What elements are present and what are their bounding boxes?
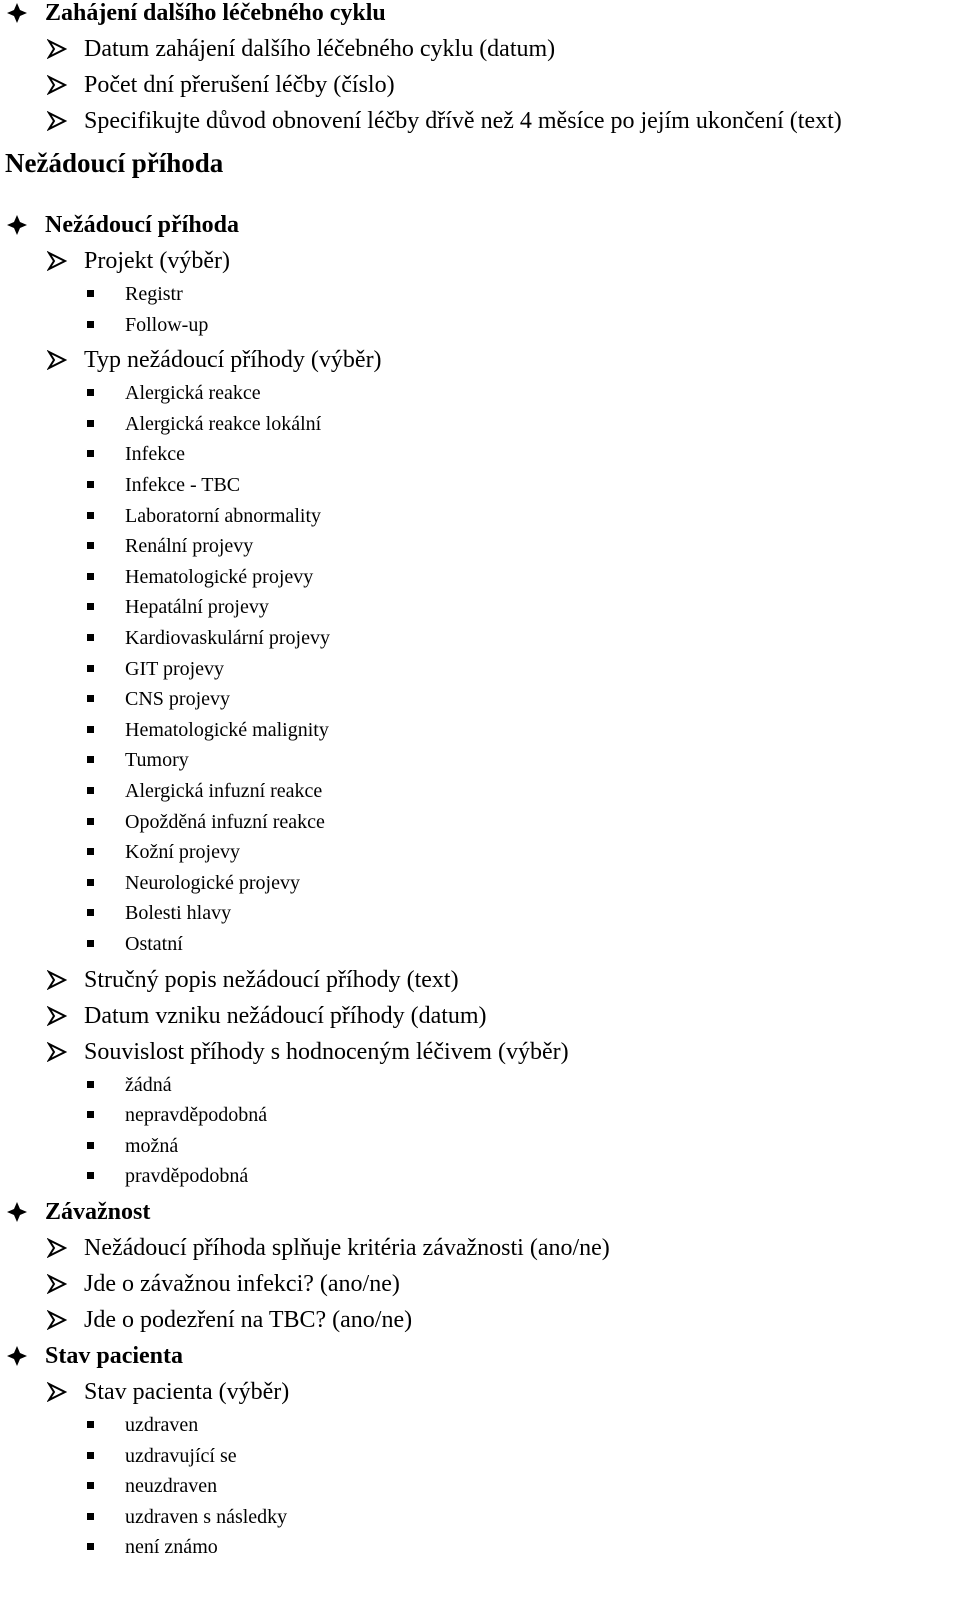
square-bullet-icon	[87, 1421, 94, 1428]
square-bullet-icon	[87, 879, 94, 886]
arrow-bullet-icon	[47, 75, 67, 95]
square-bullet-icon	[87, 1142, 94, 1149]
section-title-text: Nežádoucí příhoda	[5, 148, 224, 178]
option-label: Renální projevy	[125, 535, 254, 558]
option-label: Alergická infuzní reakce	[125, 780, 323, 802]
square-bullet-icon	[87, 726, 94, 733]
option-label: Opožděná infuzní reakce	[125, 810, 325, 833]
list-item-label: Souvislost příhody s hodnoceným léčivem (výběr)	[84, 1038, 569, 1065]
option-label: Laboratorní abnormality	[125, 504, 322, 527]
arrow-bullet-icon	[47, 1238, 67, 1258]
arrow-bullet-icon	[47, 39, 67, 59]
option-label: uzdraven s následky	[125, 1505, 288, 1528]
option-label: Infekce - TBC	[125, 474, 241, 496]
heading-text: Závažnost	[45, 1199, 151, 1225]
option-label: nepravděpodobná	[125, 1104, 268, 1127]
square-bullet-icon	[87, 1172, 94, 1179]
square-bullet-icon	[87, 848, 94, 855]
option-label: GIT projevy	[125, 657, 225, 680]
diamond-bullet-icon	[6, 1345, 28, 1367]
arrow-bullet-icon	[47, 1042, 67, 1062]
square-bullet-icon	[87, 573, 94, 580]
square-bullet-icon	[87, 695, 94, 702]
option-label: Ostatní	[125, 933, 183, 955]
square-bullet-icon	[87, 481, 94, 488]
option-label: pravděpodobná	[125, 1165, 249, 1188]
option-label: Infekce	[125, 443, 185, 466]
option-label: CNS projevy	[125, 688, 230, 711]
arrow-bullet-icon	[47, 1382, 67, 1402]
option-label: Registr	[125, 283, 183, 305]
list-item-label: Nežádoucí příhoda splňuje kritéria závažnosti (ano/ne)	[84, 1235, 610, 1261]
square-bullet-icon	[87, 542, 94, 549]
square-bullet-icon	[87, 1513, 94, 1520]
arrow-bullet-icon	[47, 251, 67, 271]
square-bullet-icon	[87, 1482, 94, 1489]
square-bullet-icon	[87, 787, 94, 794]
option-label: uzdraven	[125, 1414, 199, 1436]
square-bullet-icon	[87, 290, 94, 297]
diamond-bullet-icon	[6, 2, 28, 24]
square-bullet-icon	[87, 818, 94, 825]
option-label: není známo	[125, 1536, 218, 1559]
option-label: Alergická reakce lokální	[125, 412, 322, 435]
option-label: Tumory	[125, 749, 189, 772]
heading-text: Nežádoucí příhoda	[45, 212, 240, 238]
square-bullet-icon	[87, 321, 94, 328]
heading-text: Stav pacienta	[45, 1343, 183, 1369]
option-label: neuzdraven	[125, 1475, 218, 1498]
option-label: Hematologické projevy	[125, 565, 314, 588]
arrow-bullet-icon	[47, 970, 67, 990]
square-bullet-icon	[87, 603, 94, 610]
square-bullet-icon	[87, 909, 94, 916]
arrow-bullet-icon	[47, 1006, 67, 1026]
arrow-bullet-icon	[47, 1274, 67, 1294]
square-bullet-icon	[87, 450, 94, 457]
list-item-label: Stav pacienta (výběr)	[84, 1379, 290, 1405]
square-bullet-icon	[87, 1543, 94, 1550]
list-item-label: Stručný popis nežádoucí příhody (text)	[84, 966, 459, 993]
list-item-label: Datum vzniku nežádoucí příhody (datum)	[84, 1002, 487, 1029]
square-bullet-icon	[87, 665, 94, 672]
option-label: Alergická reakce	[125, 382, 261, 405]
option-label: uzdravující se	[125, 1444, 237, 1467]
list-item-label: Specifikujte důvod obnovení léčby dřívě než 4 měsíce po jejím ukončení (text)	[84, 108, 842, 134]
option-label: Kožní projevy	[125, 841, 240, 864]
arrow-bullet-icon	[47, 111, 67, 131]
square-bullet-icon	[87, 389, 94, 396]
square-bullet-icon	[87, 1111, 94, 1118]
arrow-bullet-icon	[47, 350, 67, 370]
square-bullet-icon	[87, 756, 94, 763]
heading-text: Zahájení dalšího léčebného cyklu	[45, 0, 386, 26]
option-label: Hepatální projevy	[125, 596, 269, 619]
option-label: Hematologické malignity	[125, 718, 329, 741]
option-label: žádná	[125, 1073, 172, 1096]
square-bullet-icon	[87, 512, 94, 519]
list-item-label: Jde o podezření na TBC? (ano/ne)	[84, 1307, 413, 1333]
list-item-label: Typ nežádoucí příhody (výběr)	[84, 347, 382, 374]
diamond-bullet-icon	[6, 214, 28, 236]
diamond-bullet-icon	[6, 1201, 28, 1223]
option-label: Kardiovaskulární projevy	[125, 627, 330, 649]
list-item-label: Jde o závažnou infekci? (ano/ne)	[84, 1271, 400, 1297]
square-bullet-icon	[87, 1081, 94, 1088]
option-label: Follow-up	[125, 313, 209, 336]
square-bullet-icon	[87, 634, 94, 641]
square-bullet-icon	[87, 420, 94, 427]
option-label: Neurologické projevy	[125, 871, 300, 894]
square-bullet-icon	[87, 940, 94, 947]
square-bullet-icon	[87, 1452, 94, 1459]
list-item-label: Počet dní přerušení léčby (číslo)	[84, 72, 395, 98]
option-label: Bolesti hlavy	[125, 902, 232, 925]
arrow-bullet-icon	[47, 1310, 67, 1330]
list-item-label: Datum zahájení dalšího léčebného cyklu (datum)	[84, 36, 556, 62]
option-label: možná	[125, 1134, 179, 1157]
list-item-label: Projekt (výběr)	[84, 248, 230, 274]
